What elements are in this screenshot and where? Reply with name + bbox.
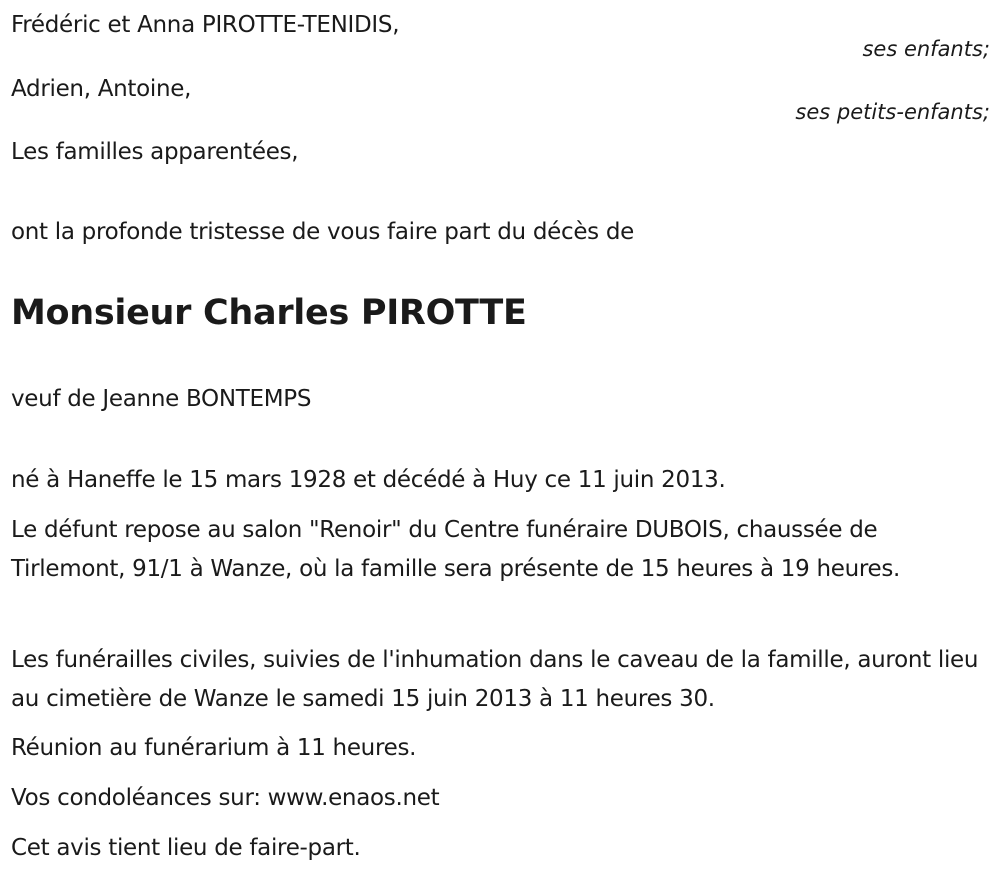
children-names: Frédéric et Anna PIROTTE-TENIDIS, xyxy=(11,12,400,38)
condolences-info: Vos condoléances sur: www.enaos.net xyxy=(11,785,440,811)
grandchildren-names: Adrien, Antoine, xyxy=(11,76,192,102)
rest-place-paragraph: Le défunt repose au salon "Renoir" du Centre funéraire DUBOIS, chaussée de Tirlemont, 91/1 à Wanze, où la famille sera présente de 15 heures à 19 heures. xyxy=(11,517,901,582)
announcement-intro: ont la profonde tristesse de vous faire part du décès de xyxy=(11,219,635,245)
deceased-name: Monsieur Charles PIROTTE xyxy=(11,293,527,333)
grandchildren-role: ses petits-enfants; xyxy=(795,100,990,124)
funeral-paragraph: Les funérailles civiles, suivies de l'inhumation dans le caveau de la famille, auront lieu au cimetière de Wanze le samedi 15 juin 2013 à 11 heures 30. xyxy=(11,647,979,712)
notice-statement: Cet avis tient lieu de faire-part. xyxy=(11,835,361,861)
meeting-info: Réunion au funérarium à 11 heures. xyxy=(11,735,417,761)
widower-of: veuf de Jeanne BONTEMPS xyxy=(11,386,312,412)
related-families: Les familles apparentées, xyxy=(11,139,299,165)
children-role: ses enfants; xyxy=(862,37,990,61)
birth-death-dates: né à Haneffe le 15 mars 1928 et décédé à Huy ce 11 juin 2013. xyxy=(11,467,726,493)
